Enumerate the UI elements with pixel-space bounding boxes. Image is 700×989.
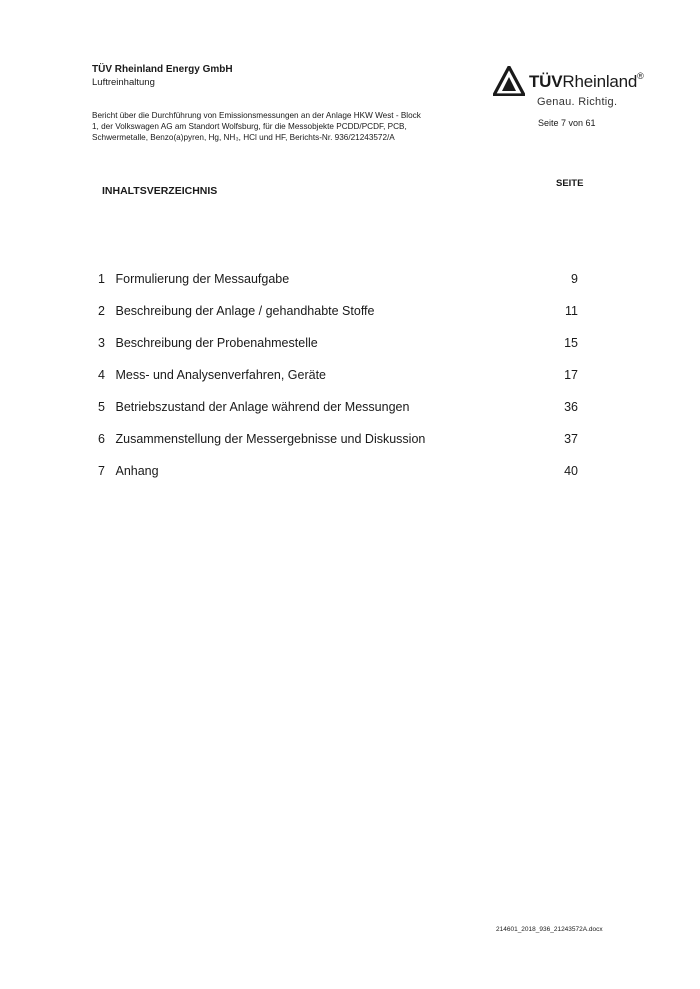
logo-slogan: Genau. Richtig. — [537, 96, 618, 108]
toc-entry[interactable] — [98, 398, 578, 430]
toc-entry[interactable] — [98, 302, 578, 334]
toc-page-column-header: SEITE — [556, 178, 584, 189]
toc-entry-number: 7 — [98, 464, 105, 478]
toc-entry-page: 36 — [564, 400, 578, 414]
toc-entry-page: 11 — [565, 304, 578, 318]
toc-entry-page: 9 — [571, 272, 578, 286]
logo-brand-bold: TÜV — [529, 72, 563, 91]
toc-entry-number: 4 — [98, 368, 105, 382]
toc-entry-text: Formulierung der Messaufgabe — [115, 272, 290, 286]
logo-wordmark — [529, 72, 644, 92]
toc-entry[interactable] — [98, 366, 578, 398]
company-name: TÜV Rheinland Energy GmbH — [92, 64, 233, 75]
toc-entry[interactable] — [98, 270, 578, 302]
toc-entry-text: Betriebszustand der Anlage während der Messungen — [115, 400, 410, 414]
report-description: Bericht über die Durchführung von Emissionsmessungen an der Anlage HKW West - Block 1, der Volkswagen AG am Standort Wolfsburg, für die Messobjekte PCDD/PCDF, PCB, Schwermetalle, Benzo(a)pyren, Hg, NH₃, HCl und HF, Berichts-Nr. 936/21243572/A — [92, 111, 421, 143]
toc-entry-number: 3 — [98, 336, 105, 350]
toc-entry-number: 6 — [98, 432, 105, 446]
toc-entry-page: 15 — [564, 336, 578, 350]
department-name: Luftreinhaltung — [92, 77, 155, 88]
tuv-triangle-icon — [493, 66, 525, 96]
toc-entry-number: 2 — [98, 304, 105, 318]
toc-entry[interactable] — [98, 334, 578, 366]
toc-entry-text: Anhang — [115, 464, 159, 478]
toc-list — [98, 270, 578, 494]
toc-entry-page: 17 — [564, 368, 578, 382]
toc-entry-text: Beschreibung der Probenahmestelle — [115, 336, 318, 350]
toc-entry[interactable] — [98, 462, 578, 494]
footer-filename: 214601_2018_936_21243572A.docx — [496, 926, 603, 933]
toc-entry[interactable] — [98, 430, 578, 462]
toc-entry-text: Zusammenstellung der Messergebnisse und Diskussion — [115, 432, 426, 446]
toc-entry-number: 5 — [98, 400, 105, 414]
toc-entry-text: Mess- und Analysenverfahren, Geräte — [115, 368, 327, 382]
toc-entry-page: 40 — [564, 464, 578, 478]
toc-entry-page: 37 — [564, 432, 578, 446]
toc-entry-text: Beschreibung der Anlage / gehandhabte Stoffe — [115, 304, 375, 318]
toc-entry-number: 1 — [98, 272, 105, 286]
registered-mark: ® — [637, 71, 644, 81]
tuv-logo — [493, 64, 673, 112]
toc-title: INHALTSVERZEICHNIS — [102, 185, 218, 197]
page-number: Seite 7 von 61 — [538, 118, 596, 128]
logo-brand-regular: Rheinland — [562, 72, 638, 91]
